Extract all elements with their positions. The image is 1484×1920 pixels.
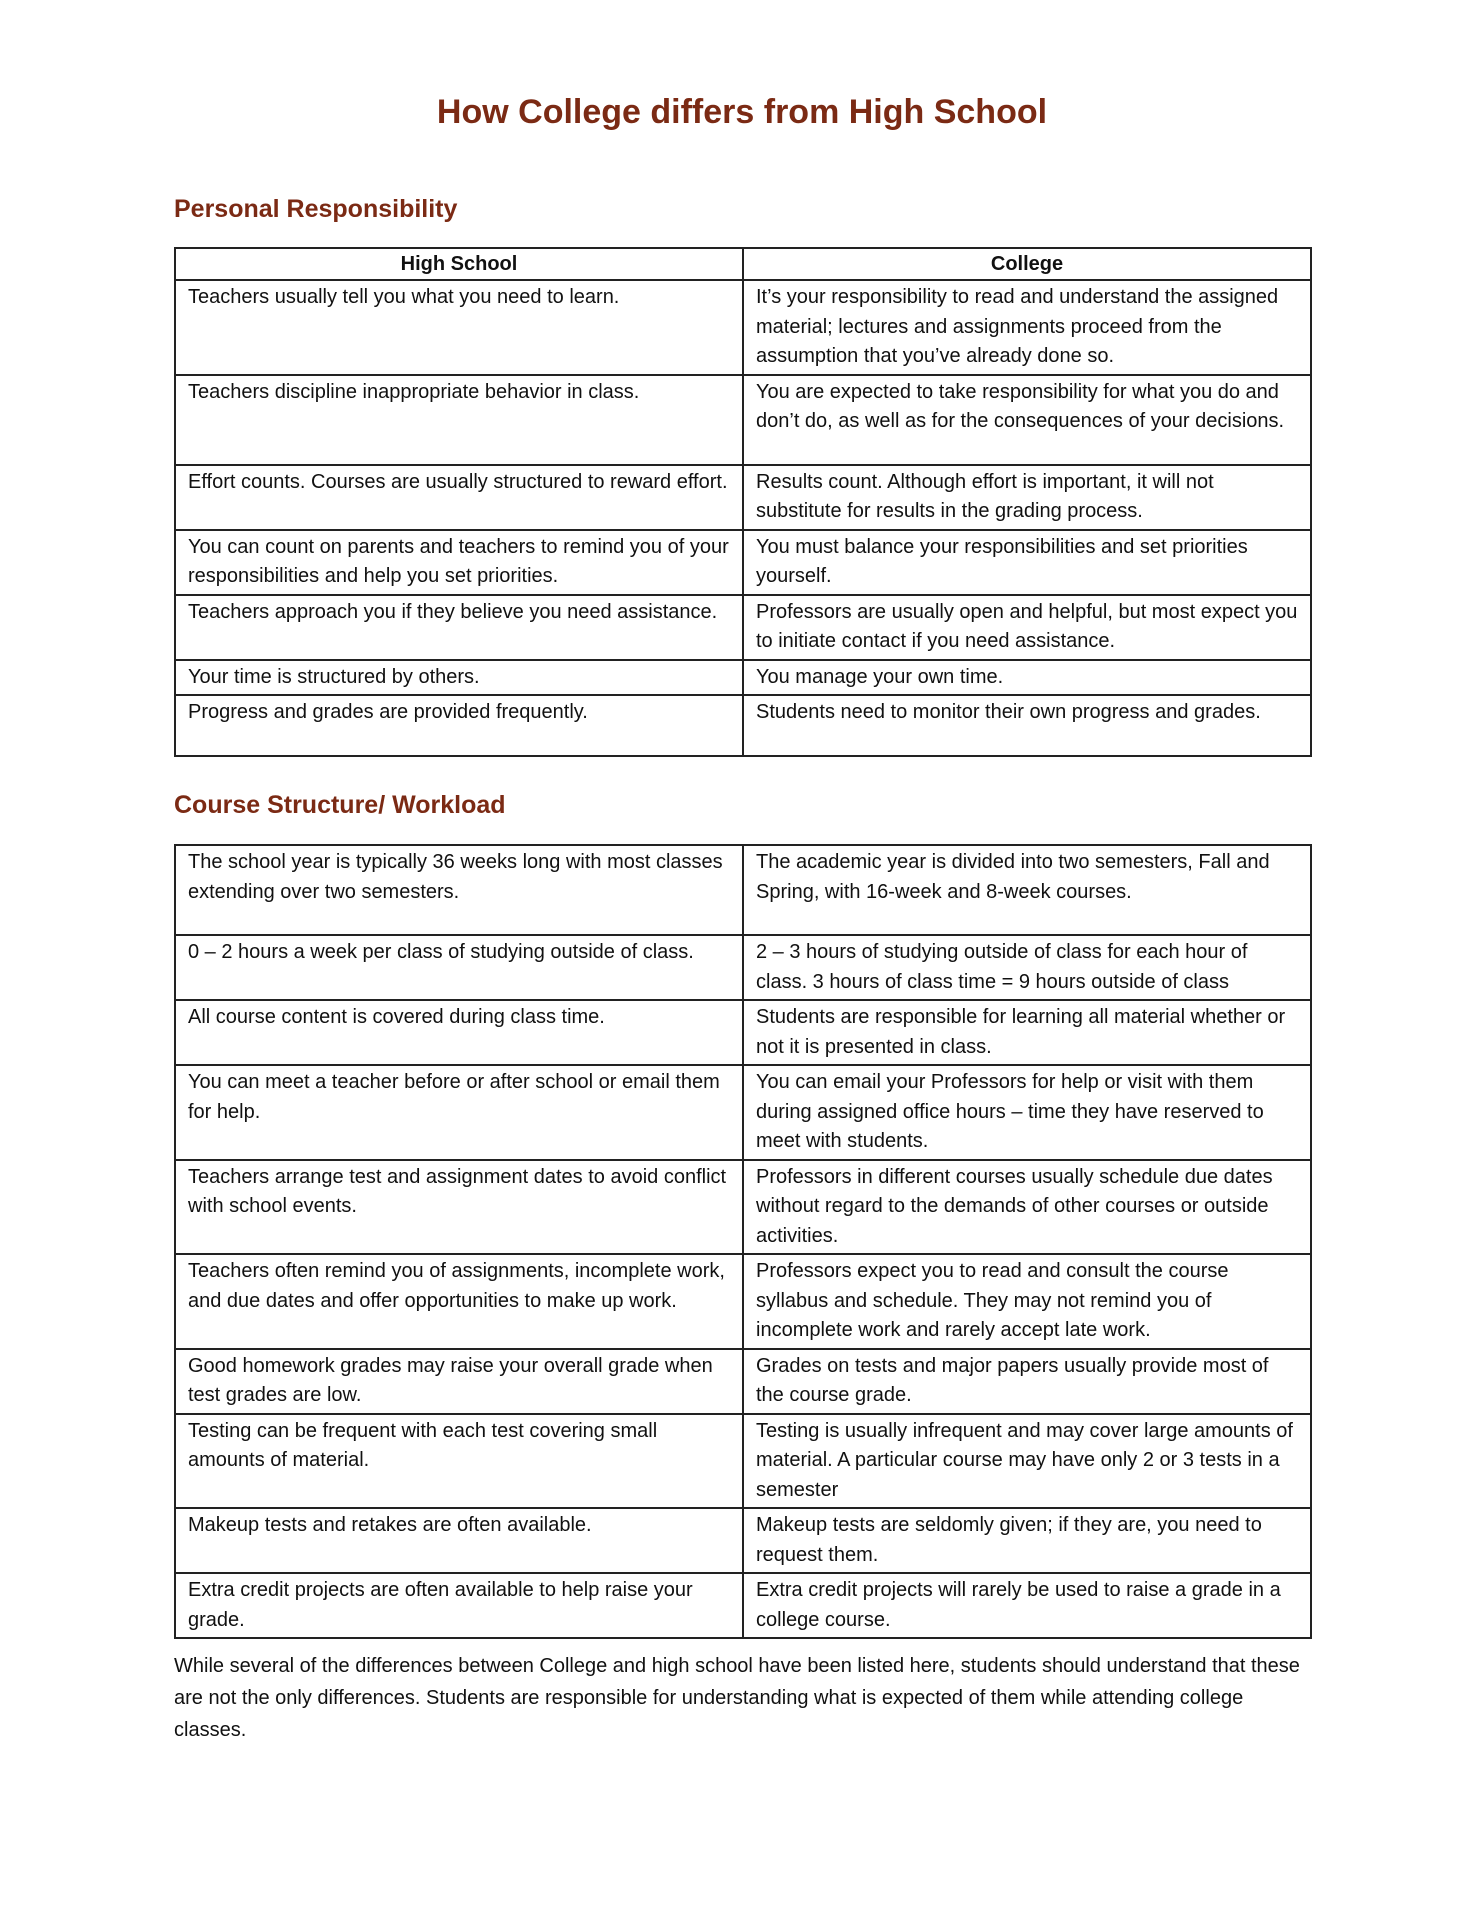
high-school-cell: Extra credit projects are often available to help raise your grade. bbox=[175, 1573, 743, 1638]
high-school-cell: Makeup tests and retakes are often available. bbox=[175, 1508, 743, 1573]
college-cell: You are expected to take responsibility for what you do and don’t do, as well as for the consequences of your decisions. bbox=[743, 375, 1311, 465]
table-row bbox=[175, 1065, 1311, 1160]
table-row bbox=[175, 1573, 1311, 1638]
table-row bbox=[175, 530, 1311, 595]
college-cell: You can email your Professors for help or visit with them during assigned office hours – time they have reserved to meet with students. bbox=[743, 1065, 1311, 1160]
table-row bbox=[175, 1349, 1311, 1414]
section-heading-personal-responsibility: Personal Responsibility bbox=[174, 195, 458, 223]
high-school-cell: You can meet a teacher before or after school or email them for help. bbox=[175, 1065, 743, 1160]
course-structure-table bbox=[174, 844, 1312, 1639]
high-school-cell: Teachers arrange test and assignment dates to avoid conflict with school events. bbox=[175, 1160, 743, 1255]
high-school-cell: Progress and grades are provided frequently. bbox=[175, 695, 743, 756]
table-row bbox=[175, 280, 1311, 375]
table-row bbox=[175, 375, 1311, 465]
closing-paragraph: While several of the differences between College and high school have been listed here, students should understand that these are not the only differences. Students are responsible for understanding what is expected of them while attending college classes. bbox=[174, 1655, 1300, 1741]
high-school-cell: The school year is typically 36 weeks long with most classes extending over two semesters. bbox=[175, 845, 743, 935]
college-cell: Results count. Although effort is important, it will not substitute for results in the grading process. bbox=[743, 465, 1311, 530]
table-row bbox=[175, 1000, 1311, 1065]
college-cell: Grades on tests and major papers usually provide most of the course grade. bbox=[743, 1349, 1311, 1414]
personal-responsibility-table bbox=[174, 247, 1312, 757]
college-cell: Testing is usually infrequent and may cover large amounts of material. A particular course may have only 2 or 3 tests in a semester bbox=[743, 1414, 1311, 1509]
table-row bbox=[175, 845, 1311, 935]
table-row bbox=[175, 660, 1311, 696]
table-row bbox=[175, 935, 1311, 1000]
college-cell: Students need to monitor their own progress and grades. bbox=[743, 695, 1311, 756]
college-cell: 2 – 3 hours of studying outside of class for each hour of class. 3 hours of class time = 9 hours outside of class bbox=[743, 935, 1311, 1000]
college-cell: It’s your responsibility to read and understand the assigned material; lectures and assignments proceed from the assumption that you’ve already done so. bbox=[743, 280, 1311, 375]
college-cell: Professors in different courses usually schedule due dates without regard to the demands of other courses or outside activities. bbox=[743, 1160, 1311, 1255]
high-school-cell: Teachers discipline inappropriate behavior in class. bbox=[175, 375, 743, 465]
college-cell: Students are responsible for learning all material whether or not it is presented in class. bbox=[743, 1000, 1311, 1065]
college-cell: You manage your own time. bbox=[743, 660, 1311, 696]
high-school-cell: You can count on parents and teachers to remind you of your responsibilities and help you set priorities. bbox=[175, 530, 743, 595]
college-cell: The academic year is divided into two semesters, Fall and Spring, with 16-week and 8-week courses. bbox=[743, 845, 1311, 935]
table-header-row bbox=[175, 248, 1311, 280]
column-header-college: College bbox=[743, 248, 1311, 280]
high-school-cell: Effort counts. Courses are usually structured to reward effort. bbox=[175, 465, 743, 530]
table-row bbox=[175, 1254, 1311, 1349]
section-heading-course-structure: Course Structure/ Workload bbox=[174, 791, 506, 819]
table-row bbox=[175, 1414, 1311, 1509]
table-row bbox=[175, 1508, 1311, 1573]
high-school-cell: Testing can be frequent with each test covering small amounts of material. bbox=[175, 1414, 743, 1509]
college-cell: Makeup tests are seldomly given; if they are, you need to request them. bbox=[743, 1508, 1311, 1573]
table-row bbox=[175, 1160, 1311, 1255]
high-school-cell: Teachers often remind you of assignments, incomplete work, and due dates and offer opportunities to make up work. bbox=[175, 1254, 743, 1349]
high-school-cell: 0 – 2 hours a week per class of studying outside of class. bbox=[175, 935, 743, 1000]
college-cell: Professors expect you to read and consult the course syllabus and schedule. They may not remind you of incomplete work and rarely accept late work. bbox=[743, 1254, 1311, 1349]
table-row bbox=[175, 465, 1311, 530]
high-school-cell: All course content is covered during class time. bbox=[175, 1000, 743, 1065]
high-school-cell: Teachers approach you if they believe you need assistance. bbox=[175, 595, 743, 660]
college-cell: You must balance your responsibilities and set priorities yourself. bbox=[743, 530, 1311, 595]
table-row bbox=[175, 695, 1311, 756]
table-row bbox=[175, 595, 1311, 660]
high-school-cell: Good homework grades may raise your overall grade when test grades are low. bbox=[175, 1349, 743, 1414]
column-header-high-school: High School bbox=[175, 248, 743, 280]
college-cell: Extra credit projects will rarely be used to raise a grade in a college course. bbox=[743, 1573, 1311, 1638]
high-school-cell: Teachers usually tell you what you need to learn. bbox=[175, 280, 743, 375]
college-cell: Professors are usually open and helpful, but most expect you to initiate contact if you need assistance. bbox=[743, 595, 1311, 660]
document-title: How College differs from High School bbox=[436, 93, 1048, 131]
high-school-cell: Your time is structured by others. bbox=[175, 660, 743, 696]
